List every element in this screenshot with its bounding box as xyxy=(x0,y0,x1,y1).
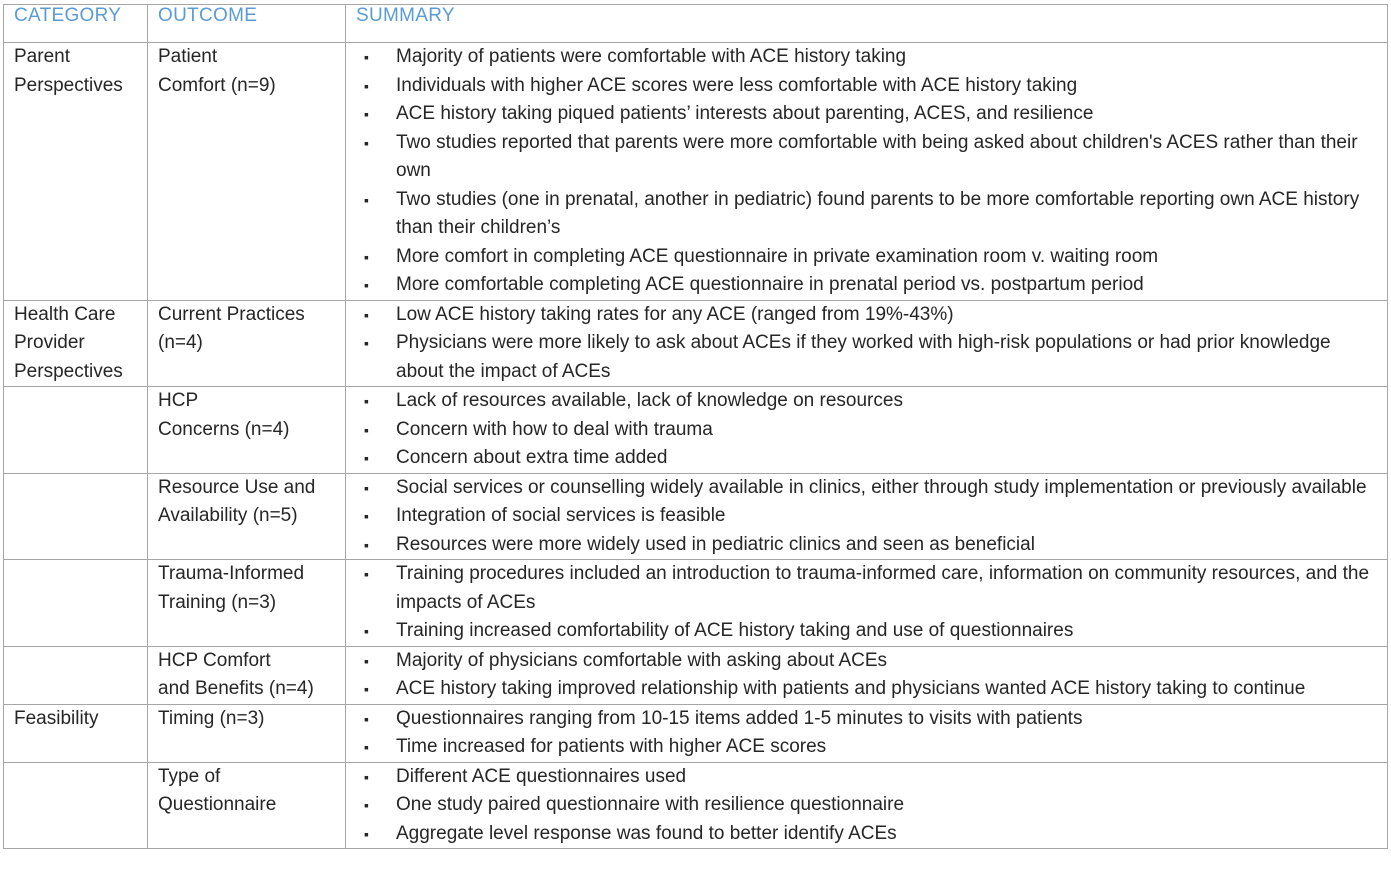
outcome-cell xyxy=(148,646,346,704)
square-bullet-icon: ▪ xyxy=(364,335,369,351)
summary-text: ACE history taking improved relationship with patients and physicians wanted ACE history taking to continue xyxy=(396,678,1306,699)
outcome-text-line: Resource Use and xyxy=(158,476,316,498)
summary-text: Social services or counselling widely available in clinics, either through study implementation or previously available xyxy=(396,476,1367,498)
summary-cell xyxy=(346,473,1388,560)
category-text-line: Feasibility xyxy=(14,707,99,729)
outcome-text-line: Trauma-Informed xyxy=(158,563,305,584)
category-cell xyxy=(4,762,148,849)
header-category: CATEGORY xyxy=(4,5,148,43)
summary-bullet-item xyxy=(356,301,1377,330)
outcome-text-line: Current Practices xyxy=(158,303,305,325)
summary-bullet-item xyxy=(356,186,1377,243)
square-bullet-icon: ▪ xyxy=(364,106,369,122)
summary-text: Time increased for patients with higher ACE scores xyxy=(396,736,827,757)
summary-text: Majority of patients were comfortable with ACE history taking xyxy=(396,46,907,67)
outcome-cell xyxy=(148,762,346,849)
outcome-text-line: Availability (n=5) xyxy=(158,505,298,526)
category-text-line: Health Care xyxy=(14,303,116,325)
category-text-line: Provider xyxy=(14,332,85,353)
square-bullet-icon: ▪ xyxy=(364,134,369,151)
table-row xyxy=(4,560,1388,647)
summary-text: Individuals with higher ACE scores were less comfortable with ACE history taking xyxy=(396,74,1078,96)
table-row xyxy=(4,43,1388,301)
category-text-line: Perspectives xyxy=(14,360,123,382)
table-row xyxy=(4,300,1388,387)
summary-text: Concern about extra time added xyxy=(396,447,668,468)
square-bullet-icon: ▪ xyxy=(364,421,369,438)
summary-bullet-item xyxy=(356,763,1377,792)
summary-text: ACE history taking piqued patients’ interests about parenting, ACES, and resilience xyxy=(396,103,1094,124)
header-summary: SUMMARY xyxy=(346,5,1388,43)
summary-bullet-item xyxy=(356,820,1377,849)
table-row xyxy=(4,387,1388,474)
square-bullet-icon: ▪ xyxy=(364,77,369,94)
summary-text: Different ACE questionnaires used xyxy=(396,765,687,787)
table-body xyxy=(4,43,1388,849)
outcome-cell xyxy=(148,560,346,647)
category-cell xyxy=(4,43,148,301)
summary-bullet-item xyxy=(356,647,1377,676)
summary-bullet-item xyxy=(356,243,1377,272)
square-bullet-icon: ▪ xyxy=(364,739,369,755)
summary-text: Two studies (one in prenatal, another in pediatric) found parents to be more comfortable reporting own ACE history than their children’s xyxy=(396,188,1360,238)
summary-bullet-item xyxy=(356,100,1377,129)
summary-bullet-item xyxy=(356,560,1377,617)
summary-bullet-item xyxy=(356,531,1377,560)
category-text-line: Parent xyxy=(14,46,70,67)
square-bullet-icon: ▪ xyxy=(364,248,369,265)
square-bullet-icon: ▪ xyxy=(364,652,369,669)
table-row xyxy=(4,473,1388,560)
outcome-text-line: Type of xyxy=(158,765,221,787)
summary-bullet-item xyxy=(356,271,1377,300)
summary-bullet-list xyxy=(356,387,1377,473)
outcome-text-line: Training (n=3) xyxy=(158,591,277,613)
header-outcome: OUTCOME xyxy=(148,5,346,43)
category-text-line: Perspectives xyxy=(14,74,123,96)
summary-text: Lack of resources available, lack of knowledge on resources xyxy=(396,390,903,411)
category-cell xyxy=(4,560,148,647)
summary-bullet-item xyxy=(356,43,1377,72)
outcome-text-line: Patient xyxy=(158,46,218,67)
summary-bullet-item xyxy=(356,444,1377,473)
outcome-cell xyxy=(148,43,346,301)
summary-bullet-list xyxy=(356,705,1377,762)
outcome-text-line: Concerns (n=4) xyxy=(158,418,290,440)
summary-text: Training procedures included an introduction to trauma-informed care, information on community resources, and the impacts of ACEs xyxy=(396,563,1370,613)
summary-text: Questionnaires ranging from 10-15 items added 1-5 minutes to visits with patients xyxy=(396,707,1083,729)
outcome-text-line: Questionnaire xyxy=(158,794,277,815)
outcome-cell xyxy=(148,387,346,474)
summary-cell xyxy=(346,387,1388,474)
summary-bullet-item xyxy=(356,474,1377,503)
outcome-text-line: HCP xyxy=(158,390,199,411)
summary-cell xyxy=(346,560,1388,647)
square-bullet-icon: ▪ xyxy=(364,306,369,323)
square-bullet-icon: ▪ xyxy=(364,191,369,208)
outcome-text-line: and Benefits (n=4) xyxy=(158,678,314,699)
summary-text: Low ACE history taking rates for any ACE (ranged from 19%-43%) xyxy=(396,303,954,325)
outcome-text-line: Timing (n=3) xyxy=(158,707,265,729)
table-row xyxy=(4,704,1388,762)
table-row xyxy=(4,762,1388,849)
ace-summary-table xyxy=(3,4,1388,849)
summary-text: Integration of social services is feasible xyxy=(396,505,726,526)
summary-text: Majority of physicians comfortable with asking about ACEs xyxy=(396,649,888,671)
square-bullet-icon: ▪ xyxy=(364,681,369,697)
outcome-cell xyxy=(148,473,346,560)
square-bullet-icon: ▪ xyxy=(364,768,369,785)
summary-text: Physicians were more likely to ask about ACEs if they worked with high-risk populations or had prior knowledge about the impact of ACEs xyxy=(396,332,1331,382)
summary-cell xyxy=(346,300,1388,387)
summary-bullet-item xyxy=(356,502,1377,531)
summary-bullet-list xyxy=(356,301,1377,387)
square-bullet-icon: ▪ xyxy=(364,623,369,639)
summary-bullet-list xyxy=(356,474,1377,560)
summary-cell xyxy=(346,43,1388,301)
category-cell xyxy=(4,387,148,474)
table-row xyxy=(4,646,1388,704)
outcome-cell xyxy=(148,300,346,387)
summary-cell xyxy=(346,704,1388,762)
summary-text: Resources were more widely used in pediatric clinics and seen as beneficial xyxy=(396,533,1035,555)
summary-text: More comfortable completing ACE questionnaire in prenatal period vs. postpartum period xyxy=(396,274,1144,295)
category-cell xyxy=(4,300,148,387)
summary-bullet-list xyxy=(356,647,1377,704)
summary-text: Concern with how to deal with trauma xyxy=(396,418,713,440)
summary-text: Two studies reported that parents were more comfortable with being asked about children's ACES rather than their own xyxy=(396,131,1358,181)
summary-cell xyxy=(346,646,1388,704)
square-bullet-icon: ▪ xyxy=(364,797,369,813)
summary-bullet-list xyxy=(356,43,1377,300)
summary-bullet-item xyxy=(356,129,1377,186)
outcome-text-line: (n=4) xyxy=(158,332,203,353)
square-bullet-icon: ▪ xyxy=(364,49,369,65)
summary-text: One study paired questionnaire with resilience questionnaire xyxy=(396,794,905,815)
summary-bullet-item xyxy=(356,705,1377,734)
square-bullet-icon: ▪ xyxy=(364,536,369,553)
summary-bullet-list xyxy=(356,763,1377,849)
summary-text: Aggregate level response was found to better identify ACEs xyxy=(396,822,897,844)
header-row xyxy=(4,5,1388,43)
summary-bullet-item xyxy=(356,72,1377,101)
outcome-text-line: HCP Comfort xyxy=(158,649,271,671)
summary-bullet-item xyxy=(356,416,1377,445)
square-bullet-icon: ▪ xyxy=(364,479,369,496)
summary-bullet-item xyxy=(356,791,1377,820)
summary-bullet-item xyxy=(356,387,1377,416)
category-cell xyxy=(4,473,148,560)
category-cell xyxy=(4,704,148,762)
summary-bullet-item xyxy=(356,675,1377,704)
category-cell xyxy=(4,646,148,704)
square-bullet-icon: ▪ xyxy=(364,825,369,842)
summary-bullet-list xyxy=(356,560,1377,646)
summary-bullet-item xyxy=(356,733,1377,762)
square-bullet-icon: ▪ xyxy=(364,393,369,409)
outcome-cell xyxy=(148,704,346,762)
summary-bullet-item xyxy=(356,329,1377,386)
summary-text: Training increased comfortability of ACE history taking and use of questionnaires xyxy=(396,620,1074,641)
summary-bullet-item xyxy=(356,617,1377,646)
square-bullet-icon: ▪ xyxy=(364,566,369,582)
square-bullet-icon: ▪ xyxy=(364,277,369,293)
square-bullet-icon: ▪ xyxy=(364,450,369,466)
square-bullet-icon: ▪ xyxy=(364,710,369,727)
summary-cell xyxy=(346,762,1388,849)
outcome-text-line: Comfort (n=9) xyxy=(158,74,276,96)
square-bullet-icon: ▪ xyxy=(364,508,369,524)
summary-text: More comfort in completing ACE questionnaire in private examination room v. waiting room xyxy=(396,245,1159,267)
